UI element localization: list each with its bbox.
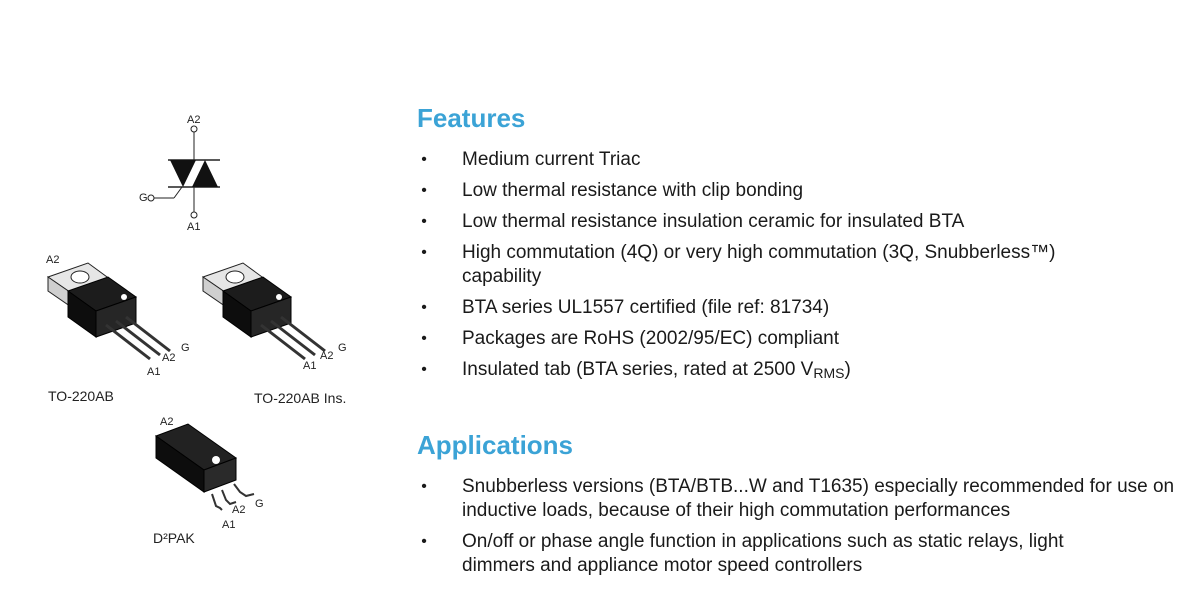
to220ab-ins-package-name: TO-220AB Ins. <box>254 390 347 406</box>
bullet-icon: • <box>421 478 427 495</box>
application-text: On/off or phase angle function in applications such as static relays, light dimmers and appliance motor speed controllers <box>462 531 1064 576</box>
to220ab-a2-top-label: A2 <box>46 254 60 266</box>
to220ab-package-name: TO-220AB <box>48 388 114 404</box>
to220ab-a2-pin-label: A2 <box>162 352 176 364</box>
to220ab-ins-a1-label: A1 <box>303 360 317 372</box>
bullet-icon: • <box>421 299 427 316</box>
bullet-icon: • <box>421 213 427 230</box>
feature-text: High commutation (4Q) or very high commutation (3Q, Snubberless™) capability <box>462 242 1056 287</box>
applications-heading: Applications <box>417 430 574 460</box>
list-item <box>417 327 1177 351</box>
list-item <box>417 475 1177 523</box>
d2pak-package-name: D²PAK <box>153 530 195 546</box>
list-item <box>417 179 1177 203</box>
symbol-g-label: G <box>139 192 148 204</box>
symbol-a2-label: A2 <box>187 114 201 126</box>
features-heading: Features <box>417 103 526 133</box>
to220ab-g-label: G <box>181 342 190 354</box>
list-item <box>417 296 1177 320</box>
feature-text: Low thermal resistance with clip bonding <box>462 180 804 201</box>
d2pak-a1-label: A1 <box>222 519 236 531</box>
feature-text-prefix: Insulated tab (BTA series, rated at 2500 V <box>462 359 814 380</box>
bullet-icon: • <box>421 330 427 347</box>
to220ab-ins-a2-pin-label: A2 <box>320 350 334 362</box>
feature-text: Low thermal resistance insulation ceramic for insulated BTA <box>462 211 965 232</box>
to220ab-ins-g-label: G <box>338 342 347 354</box>
bullet-icon: • <box>421 361 427 378</box>
feature-text: BTA series UL1557 certified (file ref: 81734) <box>462 297 830 318</box>
feature-text: Medium current Triac <box>462 149 641 170</box>
bullet-icon: • <box>421 533 427 550</box>
list-item <box>417 210 1177 234</box>
d2pak-a2-top-label: A2 <box>160 416 174 428</box>
bullet-icon: • <box>421 182 427 199</box>
list-item <box>417 241 1177 289</box>
feature-text: Packages are RoHS (2002/95/EC) compliant <box>462 328 840 349</box>
feature-text-subscript: RMS <box>813 365 845 381</box>
d2pak-package-icon <box>150 418 280 528</box>
d2pak-a2-pin-label: A2 <box>232 504 246 516</box>
to220ab-a1-label: A1 <box>147 366 161 378</box>
list-item <box>417 530 1177 578</box>
features-list <box>417 148 1177 392</box>
bullet-icon: • <box>421 151 427 168</box>
list-item <box>417 148 1177 172</box>
bullet-icon: • <box>421 244 427 261</box>
symbol-a1-label: A1 <box>187 221 201 233</box>
applications-list <box>417 475 1177 585</box>
d2pak-g-label: G <box>255 498 264 510</box>
application-text: Snubberless versions (BTA/BTB...W and T1635) especially recommended for use on inductive loads, because of their high commutation performances <box>462 476 1175 521</box>
feature-text-suffix: ) <box>844 359 851 380</box>
triac-symbol-icon <box>130 112 230 232</box>
list-item <box>417 358 1177 385</box>
